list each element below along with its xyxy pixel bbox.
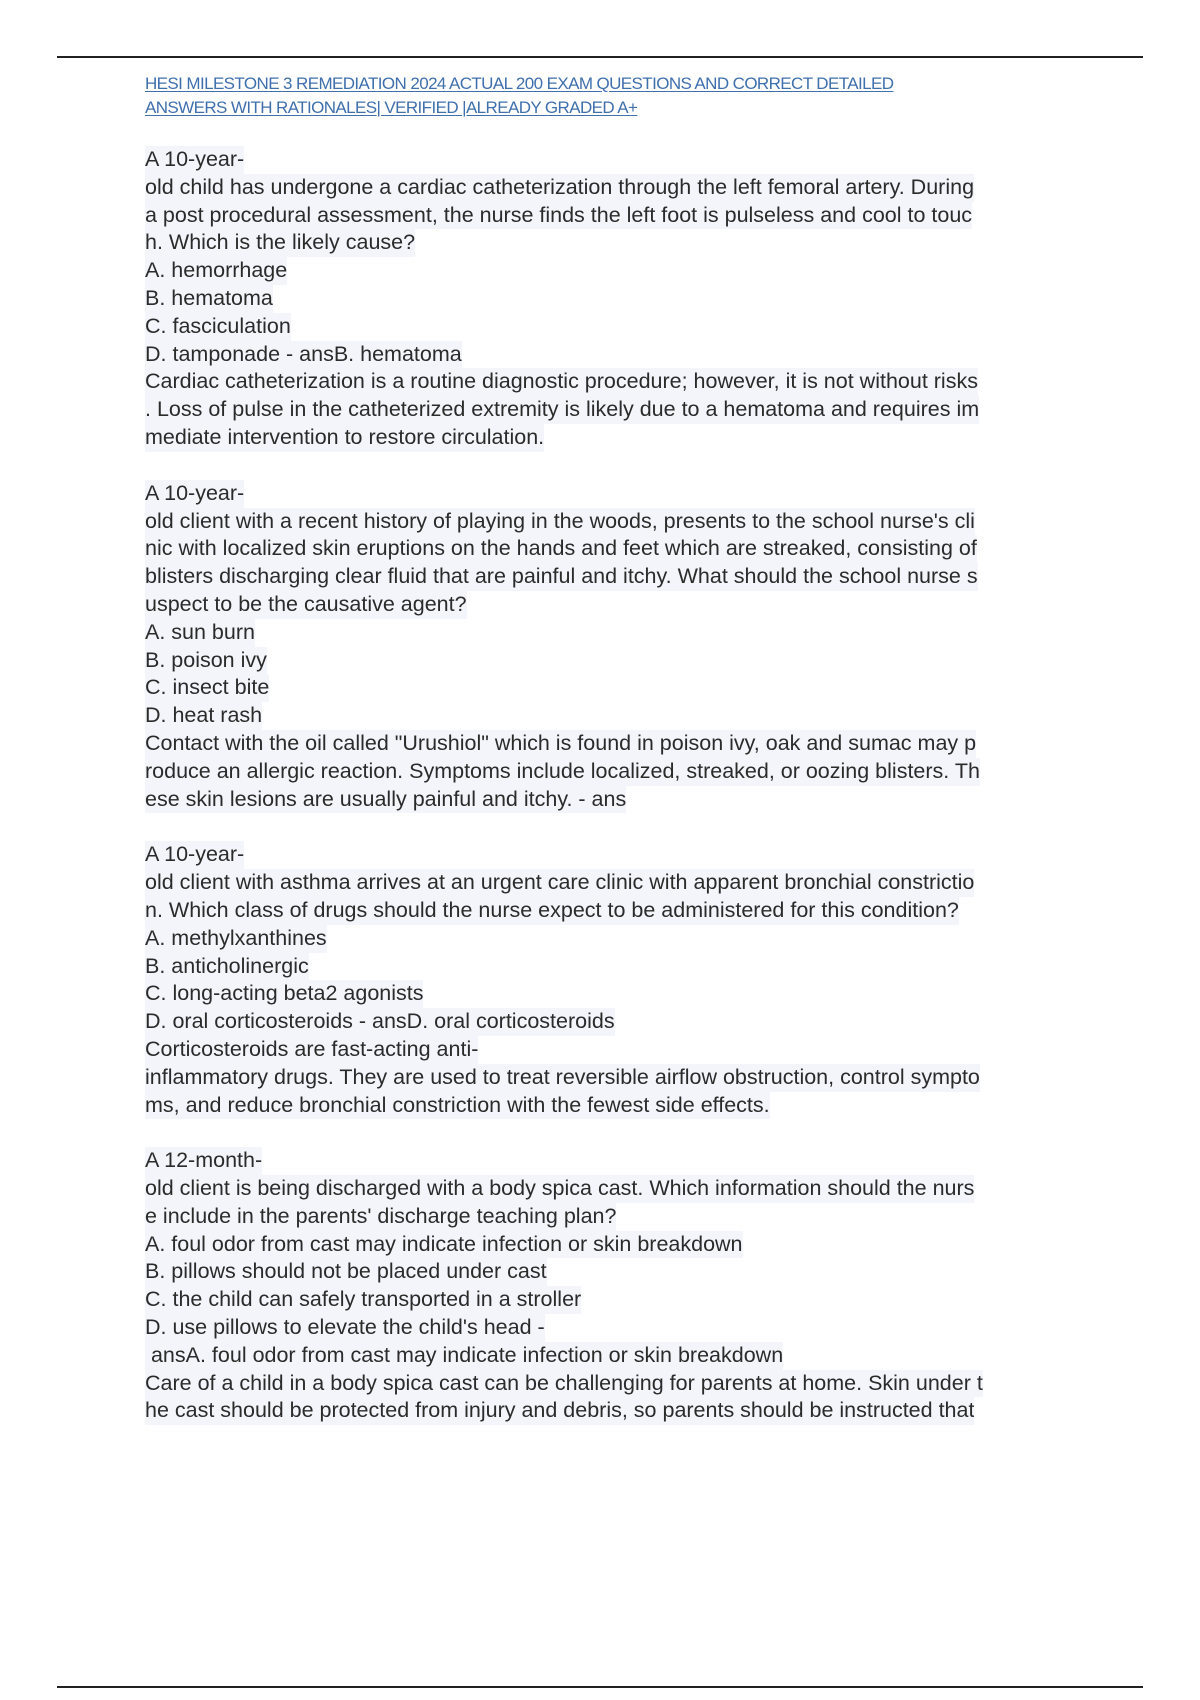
- option-line: C. the child can safely transported in a stroller: [145, 1286, 581, 1314]
- question-block-3: [145, 841, 1090, 1119]
- question-line: A 10-year-: [145, 841, 244, 869]
- document-body: [145, 146, 1090, 1453]
- question-line: A 12-month-: [145, 1147, 262, 1175]
- rationale-line: Care of a child in a body spica cast can be challenging for parents at home. Skin under t: [145, 1370, 983, 1398]
- option-line: C. long-acting beta2 agonists: [145, 980, 423, 1008]
- option-line: A. foul odor from cast may indicate infection or skin breakdown: [145, 1231, 743, 1259]
- answer-line: D. oral corticosteroids - ansD. oral corticosteroids: [145, 1008, 615, 1036]
- option-line: A. sun burn: [145, 619, 255, 647]
- question-line: A 10-year-: [145, 146, 244, 174]
- rationale-line: inflammatory drugs. They are used to treat reversible airflow obstruction, control sympto: [145, 1064, 980, 1092]
- question-line: old client with asthma arrives at an urgent care clinic with apparent bronchial constrictio: [145, 869, 974, 897]
- bottom-rule: [57, 1686, 1143, 1688]
- option-line: B. pillows should not be placed under cast: [145, 1258, 547, 1286]
- rationale-line: he cast should be protected from injury and debris, so parents should be instructed that: [145, 1397, 974, 1425]
- question-line: n. Which class of drugs should the nurse expect to be administered for this condition?: [145, 897, 959, 925]
- rationale-line: Contact with the oil called "Urushiol" which is found in poison ivy, oak and sumac may p: [145, 730, 976, 758]
- option-line: B. anticholinergic: [145, 953, 309, 981]
- header-link-line-1[interactable]: HESI MILESTONE 3 REMEDIATION 2024 ACTUAL 200 EXAM QUESTIONS AND CORRECT DETAILED: [145, 74, 894, 93]
- option-line: A. hemorrhage: [145, 257, 287, 285]
- option-line: B. hematoma: [145, 285, 273, 313]
- header-link-line-2[interactable]: ANSWERS WITH RATIONALES| VERIFIED |ALREADY GRADED A+: [145, 98, 638, 117]
- rationale-line: ese skin lesions are usually painful and itchy. - ans: [145, 786, 626, 814]
- rationale-line: Corticosteroids are fast-acting anti-: [145, 1036, 478, 1064]
- question-line: a post procedural assessment, the nurse finds the left foot is pulseless and cool to touc: [145, 202, 972, 230]
- question-block-4: [145, 1147, 1090, 1425]
- question-line: h. Which is the likely cause?: [145, 229, 415, 257]
- option-line: B. poison ivy: [145, 647, 267, 675]
- question-line: A 10-year-: [145, 480, 244, 508]
- question-line: e include in the parents' discharge teaching plan?: [145, 1203, 616, 1231]
- question-block-2: [145, 480, 1090, 814]
- option-line: A. methylxanthines: [145, 925, 327, 953]
- question-block-1: [145, 146, 1090, 452]
- question-line: old child has undergone a cardiac catheterization through the left femoral artery. During: [145, 174, 974, 202]
- question-line: old client is being discharged with a body spica cast. Which information should the nurs: [145, 1175, 974, 1203]
- document-header: [145, 72, 1075, 120]
- option-line: D. heat rash: [145, 702, 262, 730]
- question-line: nic with localized skin eruptions on the hands and feet which are streaked, consisting of: [145, 535, 977, 563]
- question-line: uspect to be the causative agent?: [145, 591, 467, 619]
- answer-line: D. tamponade - ansB. hematoma: [145, 341, 462, 369]
- rationale-line: . Loss of pulse in the catheterized extremity is likely due to a hematoma and requires im: [145, 396, 979, 424]
- question-line: old client with a recent history of playing in the woods, presents to the school nurse's cli: [145, 508, 975, 536]
- option-line: C. insect bite: [145, 674, 269, 702]
- top-rule: [57, 56, 1143, 58]
- rationale-line: ms, and reduce bronchial constriction with the fewest side effects.: [145, 1092, 770, 1120]
- option-line: D. use pillows to elevate the child's head -: [145, 1314, 545, 1342]
- rationale-line: Cardiac catheterization is a routine diagnostic procedure; however, it is not without risks: [145, 368, 978, 396]
- option-line: C. fasciculation: [145, 313, 291, 341]
- question-line: blisters discharging clear fluid that are painful and itchy. What should the school nurse s: [145, 563, 978, 591]
- rationale-line: mediate intervention to restore circulation.: [145, 424, 544, 452]
- rationale-line: roduce an allergic reaction. Symptoms include localized, streaked, or oozing blisters. Th: [145, 758, 980, 786]
- answer-line: ansA. foul odor from cast may indicate infection or skin breakdown: [145, 1342, 783, 1370]
